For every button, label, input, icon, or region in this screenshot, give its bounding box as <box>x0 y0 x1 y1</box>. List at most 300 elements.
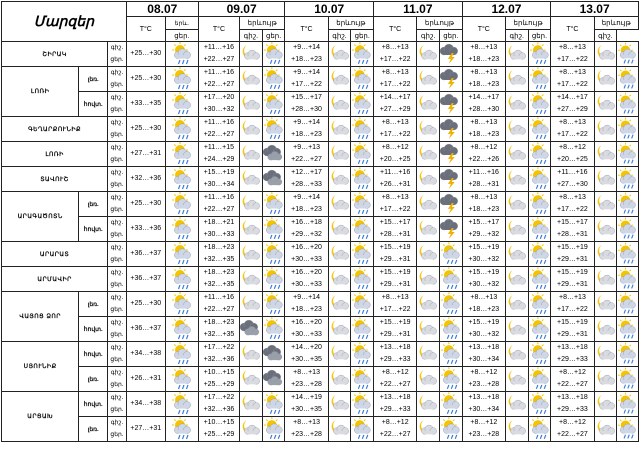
partly-sunny-rain-icon <box>528 317 551 342</box>
temp-cell <box>462 142 505 167</box>
temp-cell: +36…+37 <box>126 267 165 292</box>
temp-cell <box>285 192 328 217</box>
night-temp: +8…+13 <box>381 69 409 76</box>
moon-cloud-icon <box>505 367 528 392</box>
temp-cell <box>374 392 417 417</box>
day-temp: +17…+22 <box>379 81 411 88</box>
day-temp: +28…+31 <box>468 181 500 188</box>
temp-cell: +25…+30 <box>126 117 165 142</box>
thunderstorm-icon <box>439 42 462 67</box>
night-temp: +9…+13 <box>293 144 320 151</box>
night-temp: +8…+12 <box>381 419 409 426</box>
day-temp: +32…+35 <box>203 331 235 338</box>
partly-sunny-rain-icon <box>617 342 639 367</box>
partly-sunny-rain-icon <box>165 167 198 192</box>
partly-sunny-rain-icon <box>351 142 374 167</box>
temp-cell <box>551 392 594 417</box>
partly-sunny-rain-icon <box>165 417 198 442</box>
night-temp: +13…+18 <box>557 394 588 401</box>
col-header-night: գիշ. <box>594 30 617 42</box>
col-header-night: գիշ. <box>240 30 263 42</box>
moon-cloud-icon <box>594 292 617 317</box>
partly-sunny-rain-icon <box>165 42 198 67</box>
temp-cell <box>285 42 328 67</box>
partly-sunny-rain-icon <box>439 392 462 417</box>
night-temp: +11…+16 <box>468 169 499 176</box>
temp-cell <box>198 267 239 292</box>
partly-sunny-rain-icon <box>617 192 639 217</box>
night-temp: +9…+14 <box>293 119 320 126</box>
night-label: գիշ. <box>110 370 124 376</box>
moon-cloud-icon <box>505 417 528 442</box>
partly-sunny-rain-icon <box>617 242 639 267</box>
night-temp: +8…+12 <box>381 369 409 376</box>
table-row <box>2 392 639 417</box>
moon-cloud-icon <box>240 242 263 267</box>
day-night-label <box>108 142 127 167</box>
day-temp: +23…+28 <box>468 431 500 438</box>
day-temp: +22…+27 <box>291 156 322 163</box>
moon-cloud-icon <box>594 267 617 292</box>
night-temp: +15…+19 <box>379 269 411 276</box>
day-night-label <box>108 67 127 92</box>
moon-cloud-icon <box>240 292 263 317</box>
night-temp: +14…+17 <box>468 94 500 101</box>
moon-cloud-icon <box>505 42 528 67</box>
moon-cloud-icon <box>505 117 528 142</box>
temp-cell <box>462 417 505 442</box>
night-temp: +9…+14 <box>293 44 320 51</box>
table-title: Մարզեր <box>2 2 127 42</box>
temp-cell <box>551 267 594 292</box>
subregion-name: հովտ. <box>79 317 108 342</box>
day-night-label <box>108 42 127 67</box>
day-temp: +22…+27 <box>203 206 235 213</box>
day-temp: +27…+30 <box>557 181 588 188</box>
partly-sunny-rain-icon <box>262 317 285 342</box>
moon-cloud-icon <box>505 142 528 167</box>
day-temp: +22…+27 <box>557 381 588 388</box>
table-row <box>2 67 639 92</box>
col-header-clouds: երևույթ <box>328 17 373 30</box>
temp-cell <box>462 267 505 292</box>
cloudy-icon <box>262 167 285 192</box>
day-temp: +29…+31 <box>379 256 411 263</box>
moon-cloud-icon <box>328 367 351 392</box>
partly-sunny-rain-icon <box>262 117 285 142</box>
region-name: ԱՐԱՐԱՏ <box>2 242 108 267</box>
moon-cloud-icon <box>505 167 528 192</box>
night-label: գիշ. <box>110 320 124 326</box>
temp-cell <box>374 417 417 442</box>
partly-sunny-rain-icon <box>351 117 374 142</box>
temp-cell <box>374 42 417 67</box>
night-temp: +8…+13 <box>470 119 498 126</box>
moon-cloud-icon <box>240 217 263 242</box>
temp-cell: +27…+31 <box>126 417 165 442</box>
day-night-label <box>108 292 127 317</box>
day-temp: +22…+26 <box>468 156 500 163</box>
night-temp: +14…+19 <box>291 394 322 401</box>
temp-cell <box>374 342 417 367</box>
night-temp: +13…+18 <box>379 344 411 351</box>
subregion-name: հովտ. <box>79 92 108 117</box>
night-temp: +10…+15 <box>203 369 235 376</box>
moon-cloud-icon <box>505 342 528 367</box>
partly-sunny-rain-icon <box>262 192 285 217</box>
table-row <box>2 317 639 342</box>
temp-cell <box>198 42 239 67</box>
day-label: ցեր. <box>110 407 124 413</box>
subregion-name: հովտ. <box>79 217 108 242</box>
temp-cell <box>551 217 594 242</box>
table-row <box>2 417 639 442</box>
moon-cloud-icon <box>505 317 528 342</box>
temp-cell <box>285 67 328 92</box>
temp-cell <box>285 342 328 367</box>
moon-cloud-icon <box>417 367 440 392</box>
moon-cloud-icon <box>240 142 263 167</box>
night-temp: +15…+19 <box>557 319 588 326</box>
moon-cloud-icon <box>594 342 617 367</box>
temp-cell <box>198 417 239 442</box>
night-temp: +15…+19 <box>468 244 500 251</box>
day-night-label <box>108 192 127 217</box>
partly-sunny-rain-icon <box>351 417 374 442</box>
temp-cell <box>374 67 417 92</box>
day-temp: +30…+35 <box>291 356 322 363</box>
partly-sunny-rain-icon <box>165 67 198 92</box>
partly-sunny-rain-icon <box>439 417 462 442</box>
night-label: գիշ. <box>110 145 124 151</box>
table-row <box>2 142 639 167</box>
night-temp: +12…+17 <box>291 169 322 176</box>
night-temp: +11…+16 <box>203 44 235 51</box>
day-temp: +30…+34 <box>203 181 235 188</box>
moon-cloud-icon <box>505 392 528 417</box>
cloudy-icon <box>262 367 285 392</box>
table-row <box>2 167 639 192</box>
day-temp: +23…+28 <box>291 381 322 388</box>
night-temp: +18…+21 <box>203 219 235 226</box>
table-row <box>2 367 639 392</box>
temp-cell: +34…+38 <box>126 392 165 417</box>
night-temp: +13…+18 <box>379 394 411 401</box>
moon-cloud-icon <box>240 42 263 67</box>
partly-sunny-rain-icon <box>165 192 198 217</box>
moon-cloud-icon <box>328 142 351 167</box>
day-temp: +29…+31 <box>379 331 411 338</box>
day-temp: +17…+22 <box>557 56 588 63</box>
partly-sunny-rain-icon <box>528 92 551 117</box>
moon-cloud-icon <box>417 92 440 117</box>
night-temp: +13…+18 <box>468 394 500 401</box>
partly-sunny-rain-icon <box>528 117 551 142</box>
region-name: ՎԱՅՈՑ ՁՈՐ <box>2 292 79 342</box>
temp-cell <box>374 367 417 392</box>
table-row <box>2 217 639 242</box>
temp-cell <box>551 192 594 217</box>
day-temp: +18…+23 <box>291 131 322 138</box>
day-temp: +18…+23 <box>468 56 500 63</box>
moon-cloud-icon <box>417 417 440 442</box>
day-temp: +28…+31 <box>557 231 588 238</box>
temp-cell <box>462 217 505 242</box>
moon-cloud-icon <box>328 167 351 192</box>
day-temp: +24…+29 <box>203 156 235 163</box>
night-temp: +15…+19 <box>468 319 500 326</box>
day-temp: +32…+36 <box>203 356 235 363</box>
col-header-temp: T°C <box>374 17 417 42</box>
temp-cell: +27…+31 <box>126 142 165 167</box>
day-night-label <box>108 242 127 267</box>
day-temp: +30…+33 <box>291 281 322 288</box>
thunderstorm-icon <box>439 142 462 167</box>
day-temp: +29…+33 <box>379 406 411 413</box>
temp-cell: +34…+38 <box>126 342 165 367</box>
col-header-temp: T°C <box>551 17 594 42</box>
temp-cell <box>374 142 417 167</box>
temp-cell <box>374 242 417 267</box>
night-temp: +11…+16 <box>203 119 235 126</box>
day-temp: +29…+31 <box>557 331 588 338</box>
partly-sunny-rain-icon <box>351 267 374 292</box>
day-label: ցեր. <box>110 332 124 338</box>
night-label: գիշ. <box>110 120 124 126</box>
day-temp: +22…+27 <box>557 431 588 438</box>
partly-sunny-rain-icon <box>262 217 285 242</box>
temp-cell <box>462 92 505 117</box>
partly-sunny-rain-icon <box>165 242 198 267</box>
partly-sunny-rain-icon <box>262 392 285 417</box>
day-temp: +18…+23 <box>468 81 500 88</box>
day-temp: +18…+23 <box>291 306 322 313</box>
temp-cell <box>285 367 328 392</box>
date-header: 09.07 <box>198 2 285 17</box>
night-temp: +17…+22 <box>203 344 235 351</box>
moon-cloud-icon <box>328 92 351 117</box>
temp-cell <box>198 292 239 317</box>
moon-cloud-icon <box>594 67 617 92</box>
day-label: ցեր. <box>110 257 124 263</box>
partly-sunny-rain-icon <box>528 292 551 317</box>
temp-cell <box>198 142 239 167</box>
partly-sunny-rain-icon <box>165 392 198 417</box>
temp-cell <box>462 67 505 92</box>
partly-sunny-rain-icon <box>617 292 639 317</box>
moon-cloud-icon <box>240 167 263 192</box>
day-temp: +18…+23 <box>291 206 322 213</box>
partly-sunny-rain-icon <box>351 42 374 67</box>
partly-sunny-rain-icon <box>439 242 462 267</box>
col-header-day: ցեր. <box>528 30 551 42</box>
partly-sunny-rain-icon <box>617 67 639 92</box>
region-name: ԱՐՄԱՎԻՐ <box>2 267 108 292</box>
day-temp: +28…+31 <box>379 231 411 238</box>
col-header-temp: T°C <box>198 17 239 42</box>
night-temp: +16…+20 <box>291 269 322 276</box>
temp-cell <box>462 242 505 267</box>
night-label: գիշ. <box>110 70 124 76</box>
moon-cloud-icon <box>240 117 263 142</box>
col-header-night: գիշ. <box>328 30 351 42</box>
day-night-label <box>108 217 127 242</box>
temp-cell <box>551 317 594 342</box>
day-temp: +30…+32 <box>468 331 500 338</box>
day-temp: +17…+22 <box>379 56 411 63</box>
day-temp: +26…+31 <box>379 181 411 188</box>
moon-cloud-icon <box>240 192 263 217</box>
partly-sunny-rain-icon <box>528 192 551 217</box>
partly-sunny-rain-icon <box>351 292 374 317</box>
night-temp: +15…+17 <box>379 219 411 226</box>
day-label: ցեր. <box>110 57 124 63</box>
subregion-name: լեռ. <box>79 417 108 442</box>
moon-cloud-icon <box>328 292 351 317</box>
temp-cell <box>551 242 594 267</box>
night-temp: +11…+16 <box>380 169 411 176</box>
temp-cell: +33…+36 <box>126 217 165 242</box>
temp-cell <box>374 167 417 192</box>
cloudy-icon <box>262 342 285 367</box>
partly-sunny-rain-icon <box>351 367 374 392</box>
moon-cloud-icon <box>594 367 617 392</box>
thunderstorm-icon <box>439 92 462 117</box>
temp-cell: +32…+36 <box>126 167 165 192</box>
moon-cloud-icon <box>594 117 617 142</box>
moon-cloud-icon <box>505 217 528 242</box>
temp-cell <box>462 317 505 342</box>
day-night-label <box>108 317 127 342</box>
temp-cell: +33…+35 <box>126 92 165 117</box>
day-temp: +22…+27 <box>379 381 411 388</box>
moon-cloud-icon <box>594 317 617 342</box>
night-label: գիշ. <box>110 295 124 301</box>
temp-cell <box>374 192 417 217</box>
day-label: ցեր. <box>110 132 124 138</box>
temp-cell: +25…+30 <box>126 192 165 217</box>
col-header-clouds: երև. <box>165 17 198 30</box>
partly-sunny-rain-icon <box>165 292 198 317</box>
temp-cell <box>198 392 239 417</box>
night-temp: +8…+13 <box>470 194 498 201</box>
night-temp: +11…+16 <box>203 69 235 76</box>
partly-sunny-rain-icon <box>262 267 285 292</box>
partly-sunny-rain-icon <box>165 92 198 117</box>
col-header-day: ցեր. <box>351 30 374 42</box>
thunderstorm-icon <box>439 217 462 242</box>
day-label: ցեր. <box>110 432 124 438</box>
col-header-clouds: երևույթ <box>417 17 462 30</box>
partly-sunny-rain-icon <box>617 217 639 242</box>
night-temp: +15…+17 <box>557 219 588 226</box>
partly-sunny-rain-icon <box>528 367 551 392</box>
table-row <box>2 267 639 292</box>
day-temp: +25…+29 <box>203 431 235 438</box>
night-temp: +8…+13 <box>558 44 586 51</box>
night-temp: +8…+13 <box>558 69 586 76</box>
date-header: 13.07 <box>551 2 639 17</box>
moon-cloud-icon <box>594 392 617 417</box>
date-header: 08.07 <box>126 2 198 17</box>
partly-sunny-rain-icon <box>528 342 551 367</box>
table-row <box>2 42 639 67</box>
partly-sunny-rain-icon <box>165 367 198 392</box>
temp-cell <box>285 217 328 242</box>
day-temp: +30…+35 <box>291 406 322 413</box>
night-temp: +18…+23 <box>203 269 235 276</box>
day-temp: +30…+32 <box>203 106 235 113</box>
moon-cloud-icon <box>417 67 440 92</box>
temp-cell: +25…+30 <box>126 67 165 92</box>
day-temp: +32…+36 <box>203 406 235 413</box>
night-temp: +18…+23 <box>203 244 235 251</box>
day-temp: +17…+22 <box>379 131 411 138</box>
subregion-name: հովտ. <box>79 342 108 367</box>
partly-sunny-rain-icon <box>351 242 374 267</box>
partly-sunny-rain-icon <box>439 342 462 367</box>
night-temp: +9…+14 <box>293 69 320 76</box>
night-temp: +8…+13 <box>470 69 498 76</box>
temp-cell <box>551 342 594 367</box>
col-header-day: ցեր. <box>262 30 285 42</box>
night-temp: +8…+13 <box>558 194 586 201</box>
temp-cell <box>462 367 505 392</box>
night-temp: +11…+15 <box>203 144 235 151</box>
moon-cloud-icon <box>328 267 351 292</box>
temp-cell <box>551 417 594 442</box>
night-temp: +13…+18 <box>468 344 500 351</box>
forecast-body <box>2 42 639 442</box>
night-temp: +13…+18 <box>557 344 588 351</box>
day-temp: +29…+33 <box>557 406 588 413</box>
day-night-label <box>108 167 127 192</box>
partly-sunny-rain-icon <box>262 67 285 92</box>
night-temp: +11…+16 <box>557 169 588 176</box>
day-temp: +17…+22 <box>379 306 411 313</box>
moon-cloud-icon <box>328 342 351 367</box>
partly-sunny-rain-icon <box>351 167 374 192</box>
partly-sunny-rain-icon <box>617 117 639 142</box>
day-temp: +30…+32 <box>468 256 500 263</box>
night-temp: +8…+13 <box>381 194 409 201</box>
day-label: ցեր. <box>110 82 124 88</box>
partly-sunny-rain-icon <box>439 292 462 317</box>
temp-cell <box>374 267 417 292</box>
moon-cloud-icon <box>505 242 528 267</box>
date-header: 12.07 <box>462 2 551 17</box>
day-temp: +17…+22 <box>379 206 411 213</box>
partly-sunny-rain-icon <box>439 267 462 292</box>
partly-sunny-rain-icon <box>617 267 639 292</box>
partly-sunny-rain-icon <box>528 67 551 92</box>
day-temp: +30…+33 <box>291 256 322 263</box>
subregion-name: լեռ. <box>79 367 108 392</box>
moon-cloud-icon <box>505 92 528 117</box>
moon-cloud-icon <box>417 242 440 267</box>
night-temp: +8…+13 <box>381 119 409 126</box>
day-temp: +23…+28 <box>291 431 322 438</box>
moon-cloud-icon <box>505 192 528 217</box>
temp-cell <box>198 117 239 142</box>
night-label: գիշ. <box>110 245 124 251</box>
moon-cloud-icon <box>505 67 528 92</box>
day-temp: +30…+34 <box>468 356 500 363</box>
night-label: գիշ. <box>110 345 124 351</box>
day-temp: +32…+35 <box>203 281 235 288</box>
partly-sunny-rain-icon <box>351 67 374 92</box>
temp-cell: +25…+30 <box>126 42 165 67</box>
